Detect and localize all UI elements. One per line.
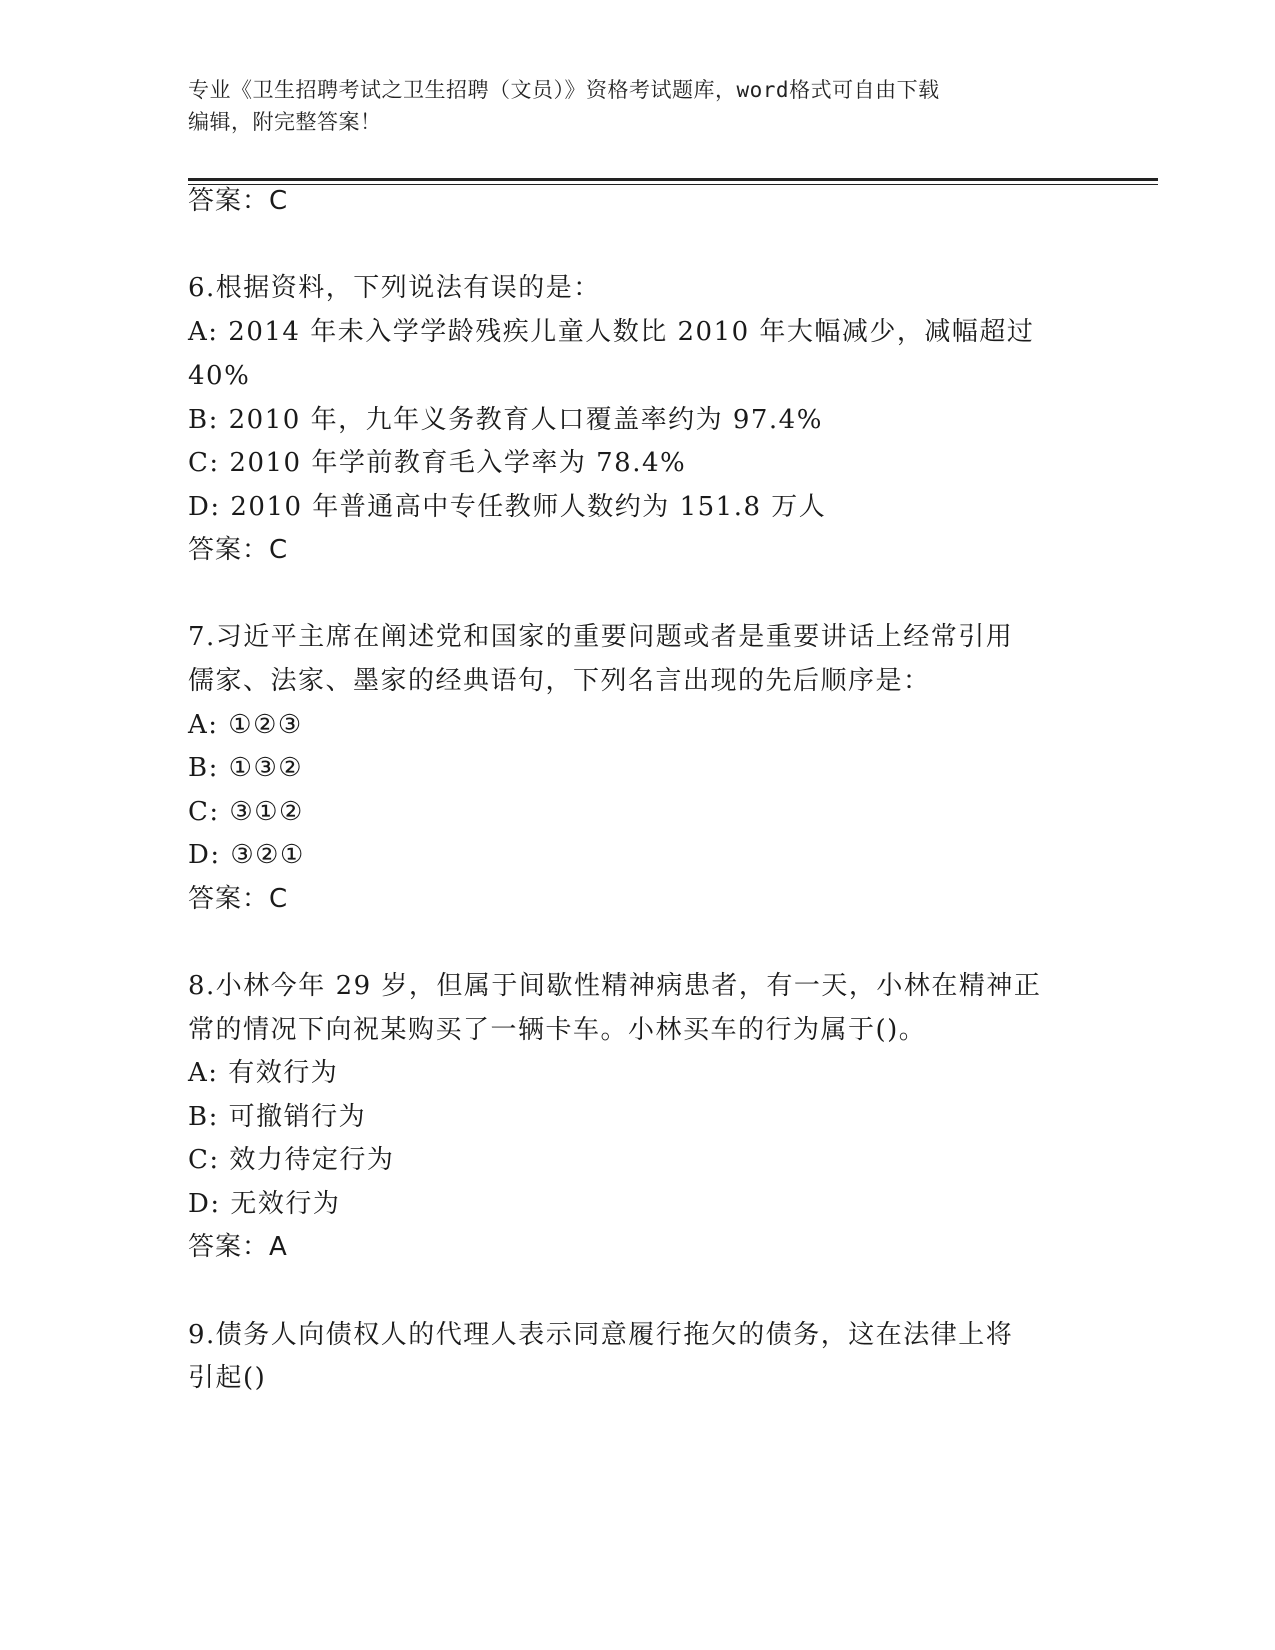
answer-label: 答案： [188, 1232, 270, 1262]
answer-value: C [269, 884, 289, 914]
header-rule-thin [188, 184, 1158, 185]
option-a: A: ①②③ [188, 710, 303, 740]
answer-line [188, 184, 288, 218]
document-header [188, 74, 1088, 138]
answer-value: C [269, 535, 289, 565]
question-stem-continued: 引起() [188, 1363, 267, 1393]
header-line-1: 专业《卫生招聘考试之卫生招聘（文员）》资格考试题库，word格式可自由下载 [188, 78, 940, 102]
answer-line [188, 882, 288, 916]
question-stem: 9.债务人向债权人的代理人表示同意履行拖欠的债务，这在法律上将 [188, 1320, 1014, 1350]
header-rule-thick [188, 178, 1158, 181]
answer-label: 答案： [188, 186, 270, 216]
option-b: B: ①③② [188, 753, 304, 783]
option-b: B: 2010 年，九年义务教育人口覆盖率约为 97.4% [188, 405, 823, 435]
answer-value: A [269, 1232, 288, 1262]
option-c: C: 2010 年学前教育毛入学率为 78.4% [188, 448, 687, 478]
option-d: D: ③②① [188, 840, 305, 870]
answer-value: C [269, 186, 289, 216]
option-d: D: 2010 年普通高中专任教师人数约为 151.8 万人 [188, 492, 827, 522]
header-line-2: 编辑，附完整答案！ [188, 110, 382, 134]
option-d: D: 无效行为 [188, 1189, 341, 1219]
answer-line [188, 1230, 288, 1264]
option-a: A: 2014 年未入学学龄残疾儿童人数比 2010 年大幅减少，减幅超过 [188, 317, 1035, 347]
answer-label: 答案： [188, 884, 270, 914]
question-stem: 7.习近平主席在阐述党和国家的重要问题或者是重要讲话上经常引用 [188, 622, 1014, 652]
question-stem-continued: 常的情况下向祝某购买了一辆卡车。小林买车的行为属于()。 [188, 1015, 927, 1045]
answer-line [188, 533, 288, 567]
option-a: A: 有效行为 [188, 1058, 339, 1088]
question-stem: 8.小林今年 29 岁，但属于间歇性精神病患者，有一天，小林在精神正 [188, 971, 1042, 1001]
option-c: C: 效力待定行为 [188, 1145, 395, 1175]
option-c: C: ③①② [188, 797, 304, 827]
option-a-continued: 40% [188, 361, 251, 391]
question-stem: 6.根据资料，下列说法有误的是： [188, 273, 601, 303]
option-b: B: 可撤销行为 [188, 1102, 367, 1132]
question-stem-continued: 儒家、法家、墨家的经典语句，下列名言出现的先后顺序是： [188, 666, 931, 696]
answer-label: 答案： [188, 535, 270, 565]
